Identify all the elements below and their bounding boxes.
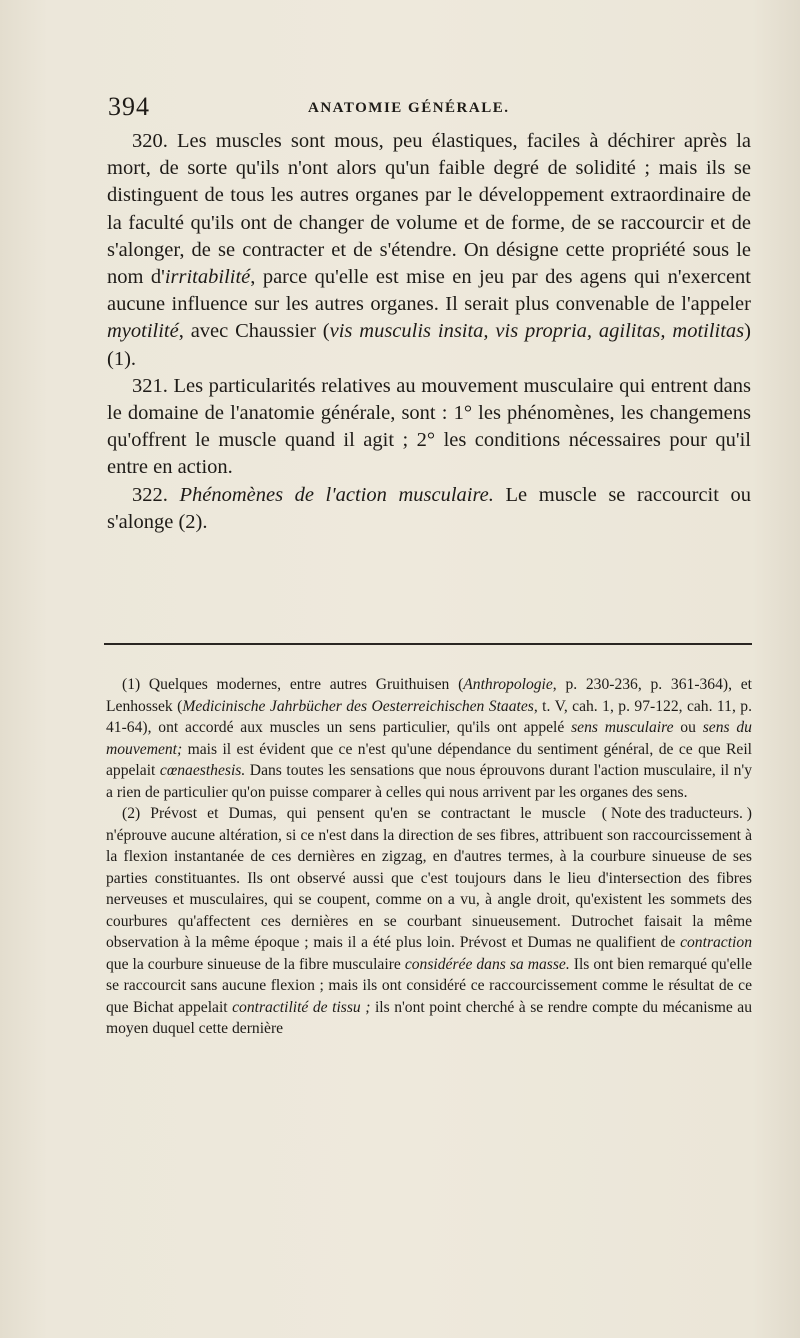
paragraph-321: 321. Les particularités relatives au mouvement musculaire qui entrent dans le domaine de l'anatomie générale, sont : 1° les phénomènes, les changemens qu'offrent le muscle quand il agit ; 2° les conditions nécessaires pour qu'il entre en action. [107,374,751,479]
footnote-divider [104,643,752,645]
running-head: ANATOMIE GÉNÉRALE. [308,100,510,116]
paragraph-320: 320. Les muscles sont mous, peu élastiques, faciles à déchirer après la mort, de sorte qu'ils n'ont alors qu'un faible degré de solidité ; mais ils se distinguent de tous les autres organes par le développement extraordinaire de la faculté qu'ils ont de changer de volume et de forme, de se raccourcir et de s'alonger, de se contracter et de s'étendre. On désigne cette propriété sous le nom d'irritabilité, parce qu'elle est mise en jeu par des agens qui n'exercent aucune influence sur les autres organes. Il serait plus convenable de l'appeler myotilité, avec Chaussier (vis musculis insita, vis propria, agilitas, motilitas) (1). [107,130,751,370]
footnotes [106,674,752,1040]
footnote-2: (2) Prévost et Dumas, qui pensent qu'en se contractant le muscle n'éprouve aucune altération, si ce n'est dans la direction de ses fibres, attribuent son raccourcissement à la flexion instantanée de ces dernières en zigzag, en d'autres termes, à la courbure sinueuse de ses parties constituantes. Ils ont observé aussi que c'est toujours dans le lieu d'intersection des fibres nerveuses et musculaires, qui se coupent, comme on a vu, à angle droit, qu'existent les sommets des courbures qu'affectent ces dernières en se courbant sinueusement. Dutrochet faisait la même observation à la même époque ; mais il a été plus loin. Prévost et Dumas ne qualifient de contraction que la courbure sinueuse de la fibre musculaire considérée dans sa masse. Ils ont bien remarqué qu'elle se raccourcit sans aucune flexion ; mais ils ont considéré ce raccourcissement comme le résultat de ce que Bichat appelait contractilité de tissu ; ils n'ont point cherché à se rendre compte du mécanisme au moyen duquel cette dernière [106,805,752,1037]
page-header [108,92,748,122]
main-text [107,128,751,536]
paragraph-322: 322. Phénomènes de l'action musculaire. Le muscle se raccourcit ou s'alonge (2). [107,483,751,533]
footnote-1: (1) Quelques modernes, entre autres Gruithuisen (Anthropologie, p. 230-236, p. 361-364), et Lenhossek (Medicinische Jahrbücher des Oesterreichischen Staates, t. V, cah. 1, p. 97-122, cah. 11, p. 41-64), ont accordé aux muscles un sens particulier, qu'ils ont appelé sens musculaire ou sens du mouvement; mais il est évident que ce n'est qu'une dépendance du sentiment général, de ce que Reil appelait cœnaesthesis. Dans toutes les sensations que nous éprouvons durant l'action musculaire, il n'y a rien de particulier qu'on puisse comparer à celles qui nous arrivent par les organes des sens. ( Note des traducteurs. ) [106,674,752,803]
page-number: 394 [108,92,150,121]
footnote-signature: ( Note des traducteurs. ) [601,805,752,822]
